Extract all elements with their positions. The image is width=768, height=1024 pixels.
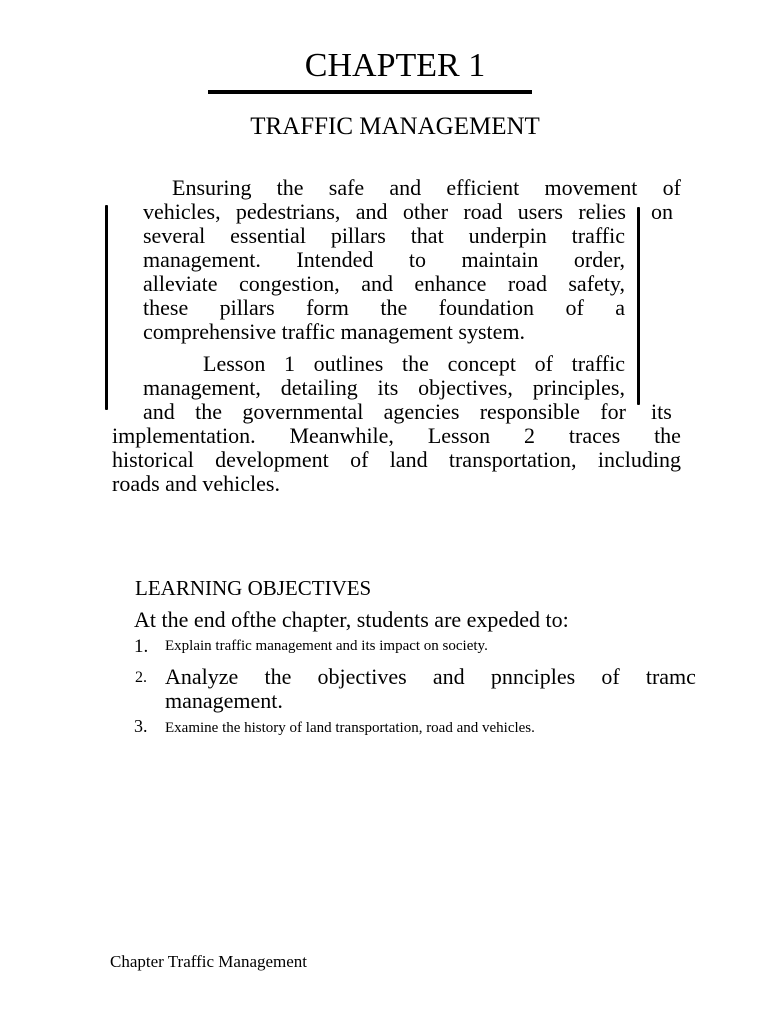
word: essential: [230, 223, 306, 248]
word: concept: [447, 351, 516, 376]
word: relies: [578, 199, 626, 224]
word: these: [143, 295, 189, 320]
word: 2: [524, 423, 536, 448]
word: agencies: [383, 399, 460, 424]
word: of: [534, 351, 553, 376]
word: traffic: [571, 223, 625, 248]
word: safe: [328, 175, 365, 200]
word: underpin: [468, 223, 547, 248]
word: a: [615, 295, 625, 320]
word: road: [507, 271, 547, 296]
paragraph2-line3: [143, 400, 626, 424]
word: the: [276, 175, 304, 200]
word: for: [600, 399, 626, 424]
objective-text: Explain traffic management and its impact on society.: [165, 638, 488, 654]
word: 1: [284, 351, 295, 376]
word: responsible: [479, 399, 580, 424]
word: traces: [568, 423, 621, 448]
word: of: [662, 175, 681, 200]
right-margin-bar: [637, 207, 640, 405]
word: Lesson: [427, 423, 491, 448]
paragraph1-line4: [143, 248, 625, 272]
word: land: [389, 447, 428, 472]
word: to: [408, 247, 426, 272]
word: maintain: [461, 247, 539, 272]
word: and: [143, 399, 175, 424]
word: pillars: [330, 223, 386, 248]
word: and: [432, 664, 465, 689]
page-footer: Chapter Traffic Management: [110, 952, 308, 971]
word: transportation,: [448, 447, 577, 472]
word: the: [402, 351, 429, 376]
objective-text-continuation: management.: [165, 688, 283, 713]
word: detailing: [280, 375, 358, 400]
left-margin-bar: [105, 205, 108, 410]
word: pillars: [219, 295, 275, 320]
word: principles,: [532, 375, 625, 400]
paragraph2-line6: roads and vehicles.: [112, 471, 280, 496]
word: safety,: [568, 271, 625, 296]
word: congestion,: [238, 271, 340, 296]
paragraph2-line5: [112, 448, 681, 472]
paragraph1-line5: [143, 272, 625, 296]
word: management.: [143, 247, 261, 272]
word: of: [601, 664, 620, 689]
objective-number: 2.: [135, 669, 147, 686]
heading-underline: [208, 90, 532, 94]
word: vehicles,: [143, 199, 221, 224]
word: users: [517, 199, 563, 224]
word: the: [195, 399, 222, 424]
paragraph2-line2: [143, 376, 625, 400]
word: order,: [573, 247, 625, 272]
word: form: [306, 295, 349, 320]
word: Ensuring: [172, 175, 252, 200]
word: objectives: [317, 664, 407, 689]
paragraph2-line3-tail: its: [651, 399, 672, 424]
word: outlines: [313, 351, 384, 376]
word: the: [380, 295, 408, 320]
objective-number: 1.: [134, 636, 149, 657]
word: governmental: [242, 399, 364, 424]
word: including: [597, 447, 681, 472]
word: the: [654, 423, 681, 448]
word: Analyze: [165, 664, 239, 689]
word: and: [361, 271, 393, 296]
word: that: [410, 223, 444, 248]
word: pnnciples: [490, 664, 576, 689]
word: of: [350, 447, 369, 472]
word: objectives,: [418, 375, 513, 400]
word: of: [565, 295, 584, 320]
objective-text: Examine the history of land transportation, road and vehicles.: [165, 720, 535, 736]
paragraph2-line1: [203, 352, 625, 376]
paragraph1-line7: comprehensive traffic management system.: [143, 319, 526, 344]
word: the: [264, 664, 292, 689]
word: several: [143, 223, 206, 248]
paragraph1-line1: [172, 176, 681, 200]
paragraph1-line6: [143, 296, 625, 320]
word: and: [389, 175, 422, 200]
objective-number: 3.: [134, 716, 148, 736]
paragraph1-line2: [143, 200, 626, 224]
paragraph1-line3: [143, 224, 625, 248]
word: Lesson: [203, 351, 266, 376]
word: historical: [112, 447, 194, 472]
word: its: [377, 375, 399, 400]
paragraph1-line2-tail: on: [651, 199, 673, 224]
word: efficient: [446, 175, 520, 200]
objective-text: [165, 665, 696, 689]
chapter-heading: CHAPTER 1: [304, 47, 486, 84]
word: enhance: [414, 271, 487, 296]
word: tramc: [645, 664, 696, 689]
word: Meanwhile,: [289, 423, 394, 448]
word: other: [402, 199, 449, 224]
word: management,: [143, 375, 261, 400]
word: movement: [544, 175, 638, 200]
paragraph2-line4: [112, 424, 681, 448]
chapter-title: TRAFFIC MANAGEMENT: [250, 113, 540, 140]
word: and: [355, 199, 388, 224]
objectives-intro: At the end ofthe chapter, students are expeded to:: [134, 607, 569, 632]
word: implementation.: [112, 423, 256, 448]
word: road: [463, 199, 503, 224]
word: foundation: [438, 295, 534, 320]
word: traffic: [571, 351, 625, 376]
objectives-heading: LEARNING OBJECTIVES: [135, 576, 372, 600]
word: alleviate: [143, 271, 218, 296]
word: pedestrians,: [235, 199, 341, 224]
word: development: [215, 447, 329, 472]
word: Intended: [296, 247, 374, 272]
